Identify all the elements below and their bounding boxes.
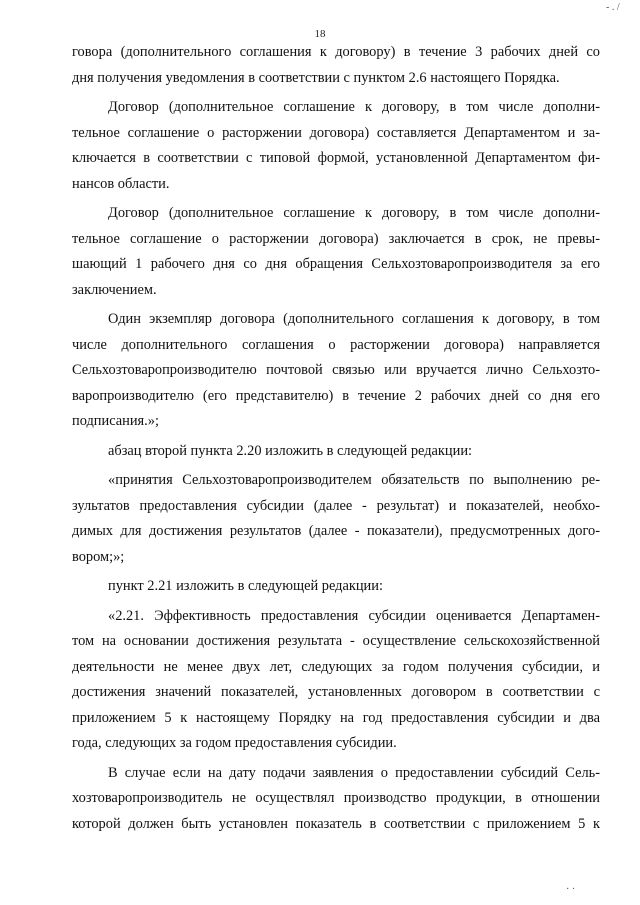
scan-mark: · · [566,884,576,895]
text-line: пункт 2.21 изложить в следующей редакции: [108,578,383,594]
text-line: года, следующих за годом предоставления субсидии. [72,735,397,751]
text-line: тельное соглашение о расторжении договора) составляется Департаментом и за- [72,124,600,141]
text-line: том на основании достижения результата - осуществление сельскохозяйственной [72,633,600,649]
text-line: Договор (дополнительное соглашение к договору, в том числе дополни- [108,99,600,115]
text-line: Один экземпляр договора (дополнительного соглашения к договору, в том [108,311,600,327]
text-line: нансов области. [72,175,170,192]
text-line: димых для достижения результатов (далее - показатели), предусмотренных дого- [72,523,600,539]
text-line: деятельности не менее двух лет, следующих за годом получения субсидии, и [72,658,600,675]
text-line: абзац второй пункта 2.20 изложить в следующей редакции: [108,442,473,459]
text-line: ключается в соответствии с типовой формой, установленной Департаментом фи- [72,150,600,166]
text-line: приложением 5 к настоящему Порядку на год предоставления субсидии и два [72,709,600,726]
text-line: шающий 1 рабочего дня со дня обращения Сельхозтоваропроизводителя за его [72,256,600,272]
text-line: подписания.»; [72,413,159,429]
text-line: хозтоваропроизводитель не осуществлял производство продукции, в отношении [72,790,600,806]
text-line: заключением. [72,281,157,298]
text-line: вором;»; [72,548,125,565]
page-number: 18 [314,28,326,40]
text-line: которой должен быть установлен показатель в соответствии с приложением 5 к [72,815,600,832]
text-line: дня получения уведомления в соответствии с пунктом 2.6 настоящего Порядка. [72,69,560,86]
text-line: «принятия Сельхозтоваропроизводителем обязательств по выполнению ре- [108,472,600,488]
text-line: Договор (дополнительное соглашение к договору, в том числе дополни- [108,205,600,221]
text-line: достижения значений показателей, установленных договором в соответствии с [72,684,600,700]
text-line: «2.21. Эффективность предоставления субсидии оценивается Департамен- [108,607,600,624]
document-body [72,40,600,837]
text-line: говора (дополнительного соглашения к договору) в течение 3 рабочих дней со [72,44,600,60]
scan-mark: - . / [606,2,620,13]
text-line: тельное соглашение о расторжении договора) заключается в срок, не превы- [72,230,600,247]
text-line: Сельхозтоваропроизводителю почтовой связью или вручается лично Сельхозто- [72,362,600,378]
text-line: числе дополнительного соглашения о расторжении договора) направляется [72,336,600,353]
text-line: варопроизводителю (его представителю) в течение 2 рабочих дней со дня его [72,387,600,404]
text-line: зультатов предоставления субсидии (далее - результат) и показателей, необхо- [72,497,600,514]
text-line: В случае если на дату подачи заявления о предоставлении субсидий Сель- [108,764,600,781]
